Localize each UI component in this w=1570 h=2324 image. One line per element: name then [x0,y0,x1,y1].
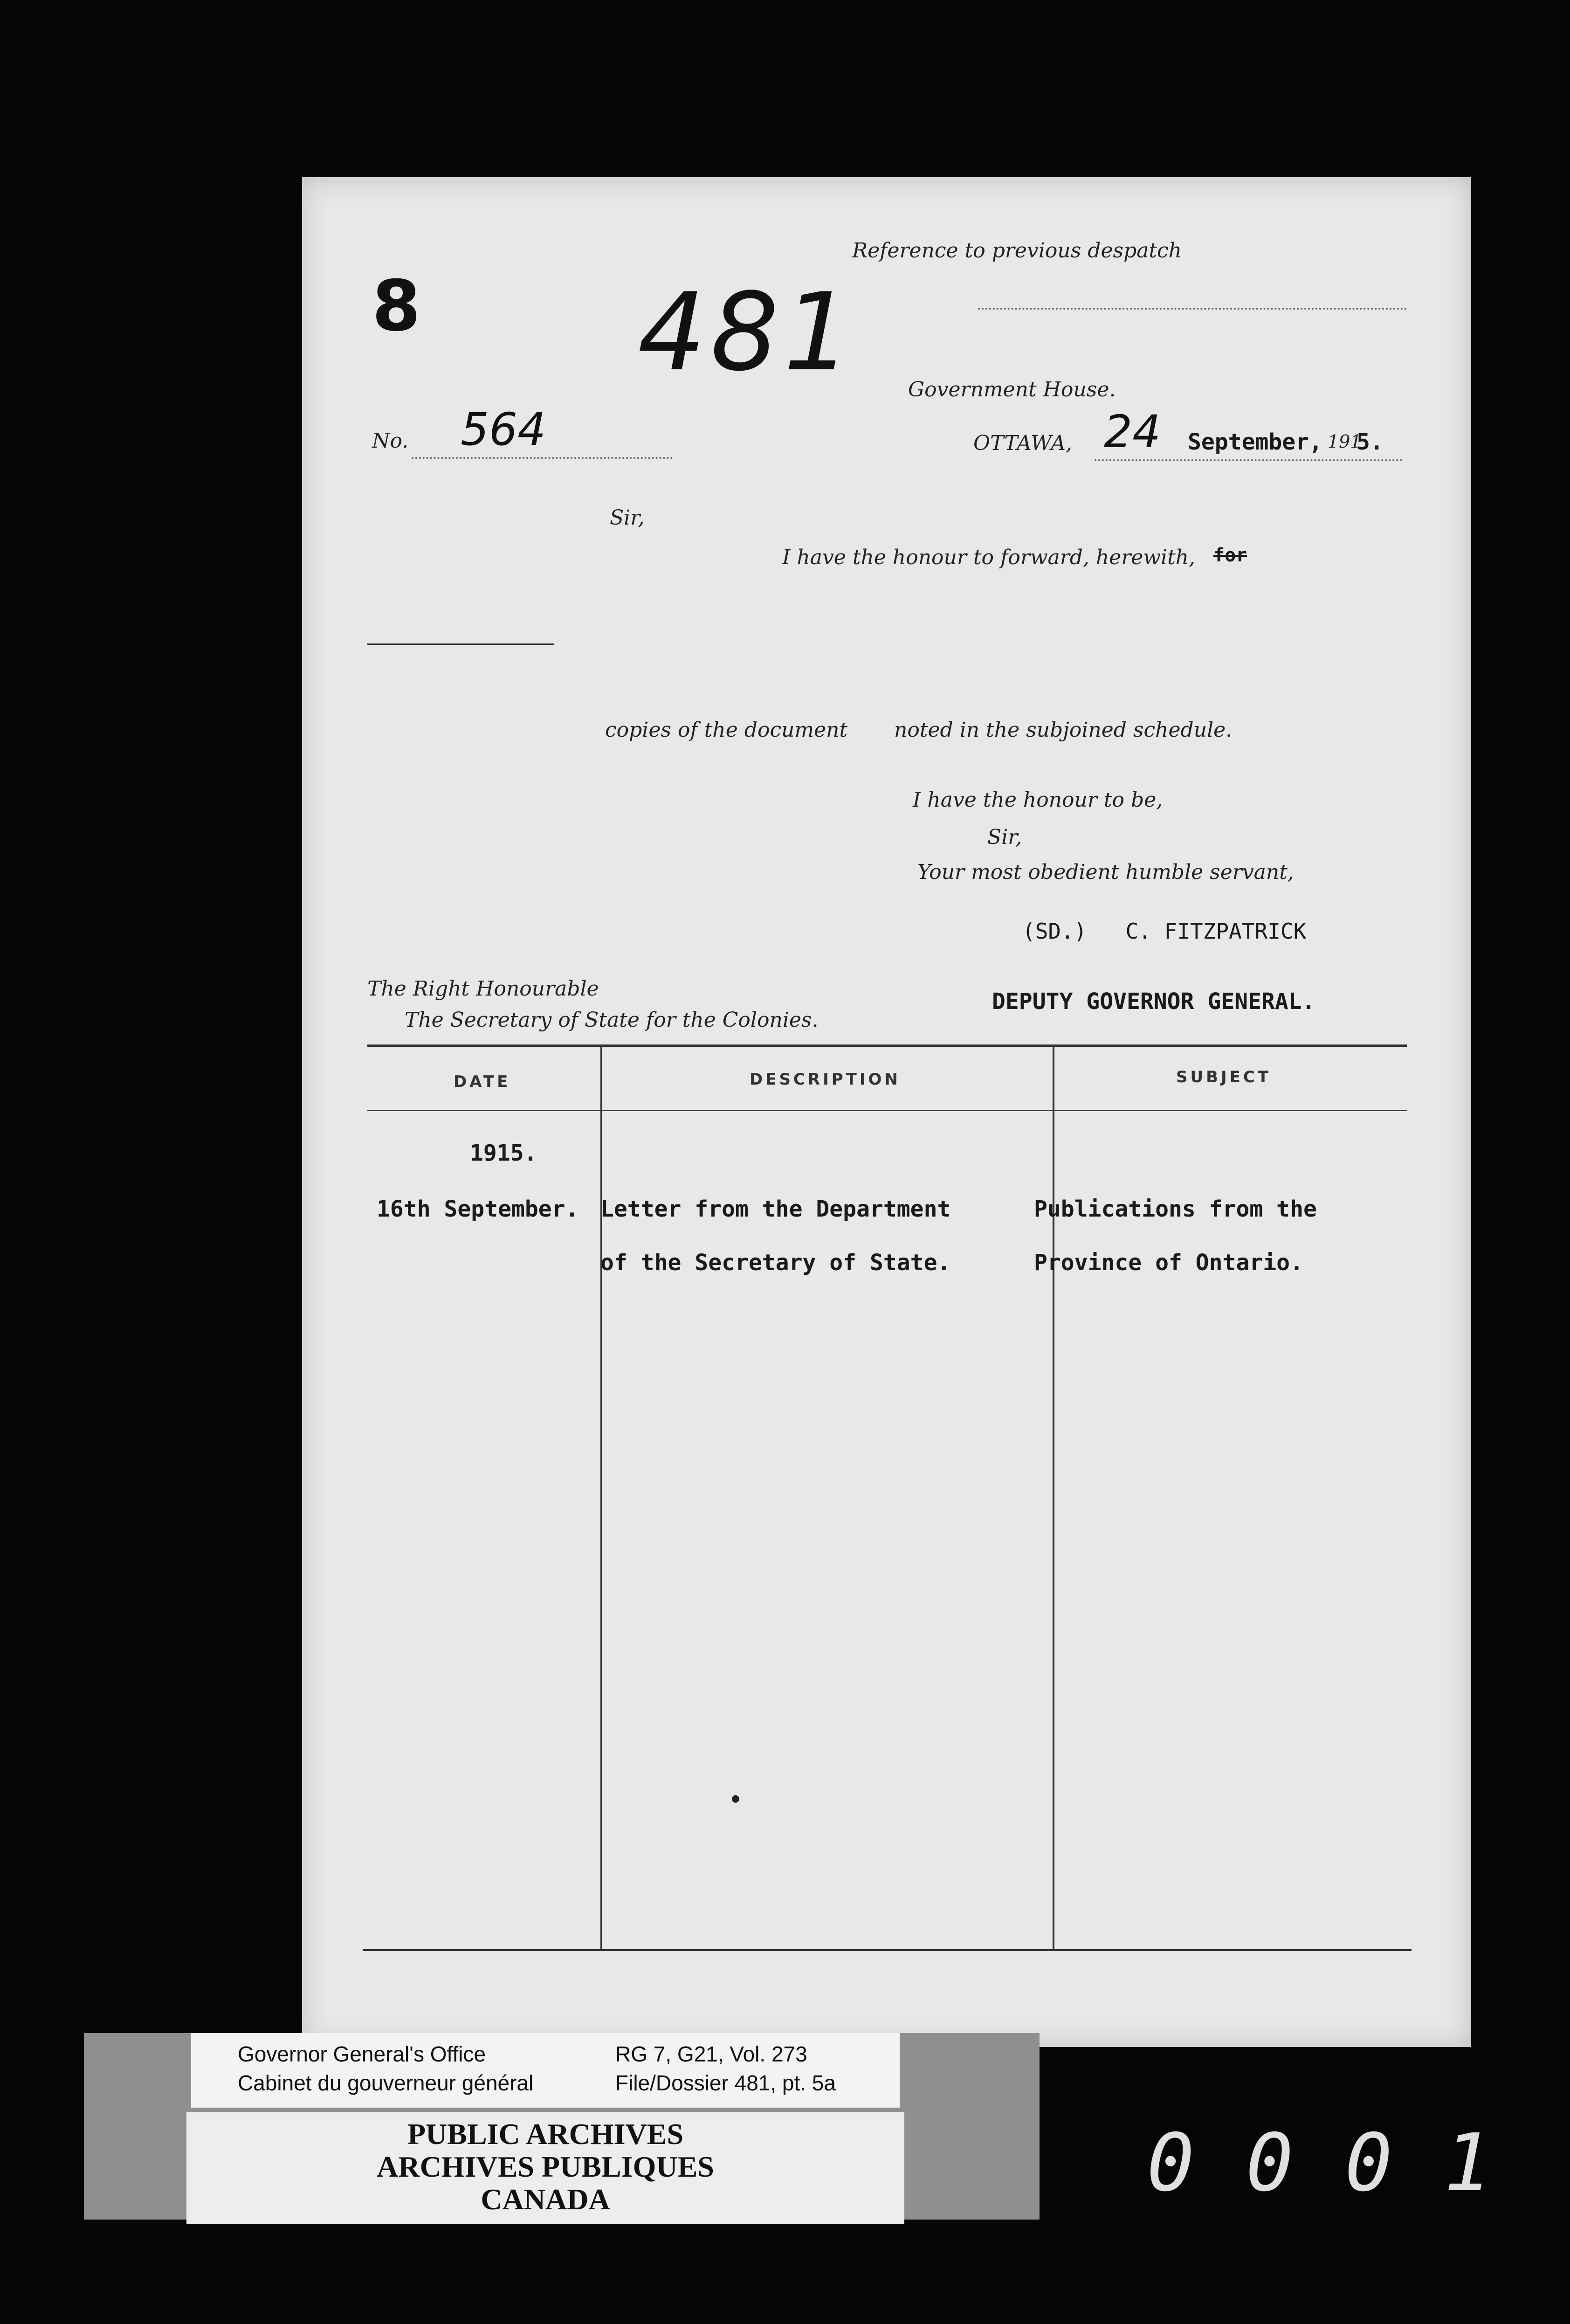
description-line-2: of the Secretary of State. [600,1250,951,1276]
archive-ref-1: RG 7, G21, Vol. 273 [615,2042,807,2066]
number-line [412,457,673,459]
schedule-bottom-rule [363,1949,1412,1951]
stamp-line-2: ARCHIVES PUBLIQUES [377,2150,714,2183]
signer-title: DEPUTY GOVERNOR GENERAL. [992,989,1315,1015]
handwritten-mark: 8 [372,266,421,347]
archive-stamp [186,2112,904,2224]
subject-line-2: Province of Ontario. [1034,1250,1303,1276]
reference-line [978,308,1407,310]
salutation: Sir, [610,506,645,530]
date-day: 24 [1104,406,1161,458]
frame-counter: 0001 [1147,2117,1543,2209]
date-column-header: DATE [454,1072,511,1091]
closing-1: I have the honour to be, [913,788,1163,812]
subject-column-header: SUBJECT [1176,1068,1272,1086]
archive-ref-2: File/Dossier 481, pt. 5a [615,2071,836,2095]
forward-line: I have the honour to forward, herewith, [782,546,1196,569]
reference-label: Reference to previous despatch [852,239,1182,263]
document-page [302,177,1471,2047]
year-suffix: 5. [1357,429,1384,455]
schedule-year: 1915. [470,1140,537,1166]
description-line-1: Letter from the Department [600,1196,951,1222]
office-fr: Cabinet du gouverneur général [238,2071,534,2095]
government-house-label: Government House. [908,378,1116,401]
date-line [1095,459,1402,461]
despatch-number: 564 [461,403,546,456]
description-column-header: DESCRIPTION [750,1070,901,1089]
addressee-line-2: The Secretary of State for the Colonies. [405,1008,819,1032]
ottawa-label: OTTAWA, [973,431,1072,455]
year-prefix: 191 [1328,431,1362,452]
struck-word: for [1213,545,1247,566]
number-label: No. [372,429,409,453]
closing-3: Your most obedient humble servant, [917,860,1294,884]
handwritten-file-number: 481 [638,270,856,395]
schedule-divider-1 [600,1045,602,1950]
office-en: Governor General's Office [238,2042,486,2066]
ink-dot [732,1795,739,1803]
schedule-top-rule [367,1044,1407,1047]
schedule-header-rule [367,1110,1407,1111]
archive-reference-label [191,2033,900,2108]
addressee-line-1: The Right Honourable [367,977,599,1001]
blank-line [367,643,554,645]
date-month: September, [1188,429,1322,455]
closing-2: Sir, [987,825,1022,849]
stamp-line-3: CANADA [481,2183,610,2216]
copies-text: copies of the document [605,718,848,742]
subject-line-1: Publications from the [1034,1196,1317,1222]
noted-text: noted in the subjoined schedule. [894,718,1233,742]
schedule-divider-2 [1053,1045,1054,1950]
schedule-date: 16th September. [377,1196,579,1222]
signature: (SD.) C. FITZPATRICK [1022,919,1307,944]
stamp-line-1: PUBLIC ARCHIVES [407,2117,684,2151]
